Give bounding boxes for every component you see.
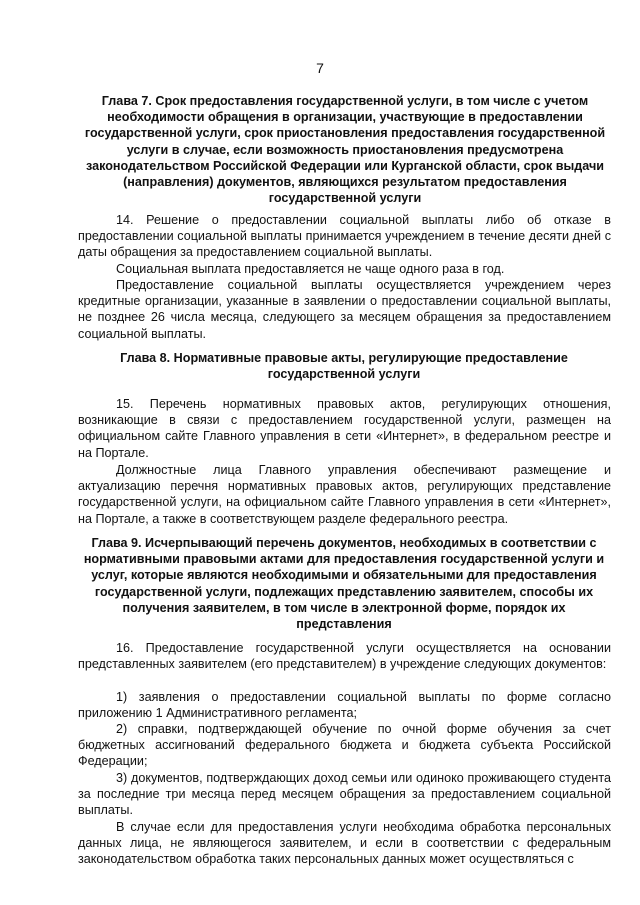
document-item-1: 1) заявления о предоставлении социальной выплаты по форме согласно приложению 1 Административного регламента; [78, 690, 611, 721]
chapter-7-heading: Глава 7. Срок предоставления государственной услуги, в том числе с учетом необходимости обращения в организации, участвующие в предоставлении государственной услуги, срок приостановления предоставления государственной услуги в случае, если возможность приостановления предусмотрена законодательством Российской Федерации или Курганской области, срок выдачи (направления) документов, являющихся результатом предоставления государственной услуги [84, 94, 606, 206]
paragraph-16: 16. Предоставление государственной услуги осуществляется на основании представленных заявителем (его представителем) в учреждение следующих документов: [78, 641, 611, 672]
paragraph-14-frequency: Социальная выплата предоставляется не чаще одного раза в год. [116, 262, 505, 276]
document-item-3: 3) документов, подтверждающих доход семьи или одиноко проживающего студента за последние три месяца перед месяцем обращения за предоставлением социальной выплаты. [78, 771, 611, 818]
page-number: 7 [316, 60, 324, 76]
chapter-9-heading: Глава 9. Исчерпывающий перечень документов, необходимых в соответствии с нормативными правовыми актами для предоставления государственной услуги и услуг, которые являются необходимыми и обязательными для предоставления государственной услуги, подлежащих представлению заявителем, способы их получения заявителем, в том числе в электронной форме, порядок их представления [83, 536, 605, 632]
paragraph-15: 15. Перечень нормативных правовых актов, регулирующих отношения, возникающие в связи с предоставлением государственной услуги, размещен на официальном сайте Главного управления в сети «Интернет», в федеральном реестре и на Портале. [78, 397, 611, 460]
chapter-8-heading: Глава 8. Нормативные правовые акты, регулирующие предоставление государственной услуги [120, 351, 568, 382]
paragraph-15-officials: Должностные лица Главного управления обеспечивают размещение и актуализацию перечня нормативных правовых актов, регулирующих представление государственной услуги, на официальном сайте Главного управления в сети «Интернет», на Портале, а также в соответствующем разделе федерального реестра. [78, 463, 611, 526]
paragraph-14: 14. Решение о предоставлении социальной выплаты либо об отказе в предоставлении социальной выплаты принимается учреждением в течение десяти дней с даты обращения за предоставлением социальной выплаты. [78, 213, 611, 260]
personal-data-paragraph: В случае если для предоставления услуги необходима обработка персональных данных лица, не являющегося заявителем, и если в соответствии с федеральным законодательством обработка таких персональных данных может осуществляться с [78, 820, 611, 867]
document-item-2: 2) справки, подтверждающей обучение по очной форме обучения за счет бюджетных ассигнований федерального бюджета и бюджета субъекта Российской Федерации; [78, 722, 611, 769]
paragraph-14-payment: Предоставление социальной выплаты осуществляется учреждением через кредитные организации, указанные в заявлении о предоставлении социальной выплаты, не позднее 26 числа месяца, следующего за месяцем обращения за предоставлением социальной выплаты. [78, 278, 611, 341]
